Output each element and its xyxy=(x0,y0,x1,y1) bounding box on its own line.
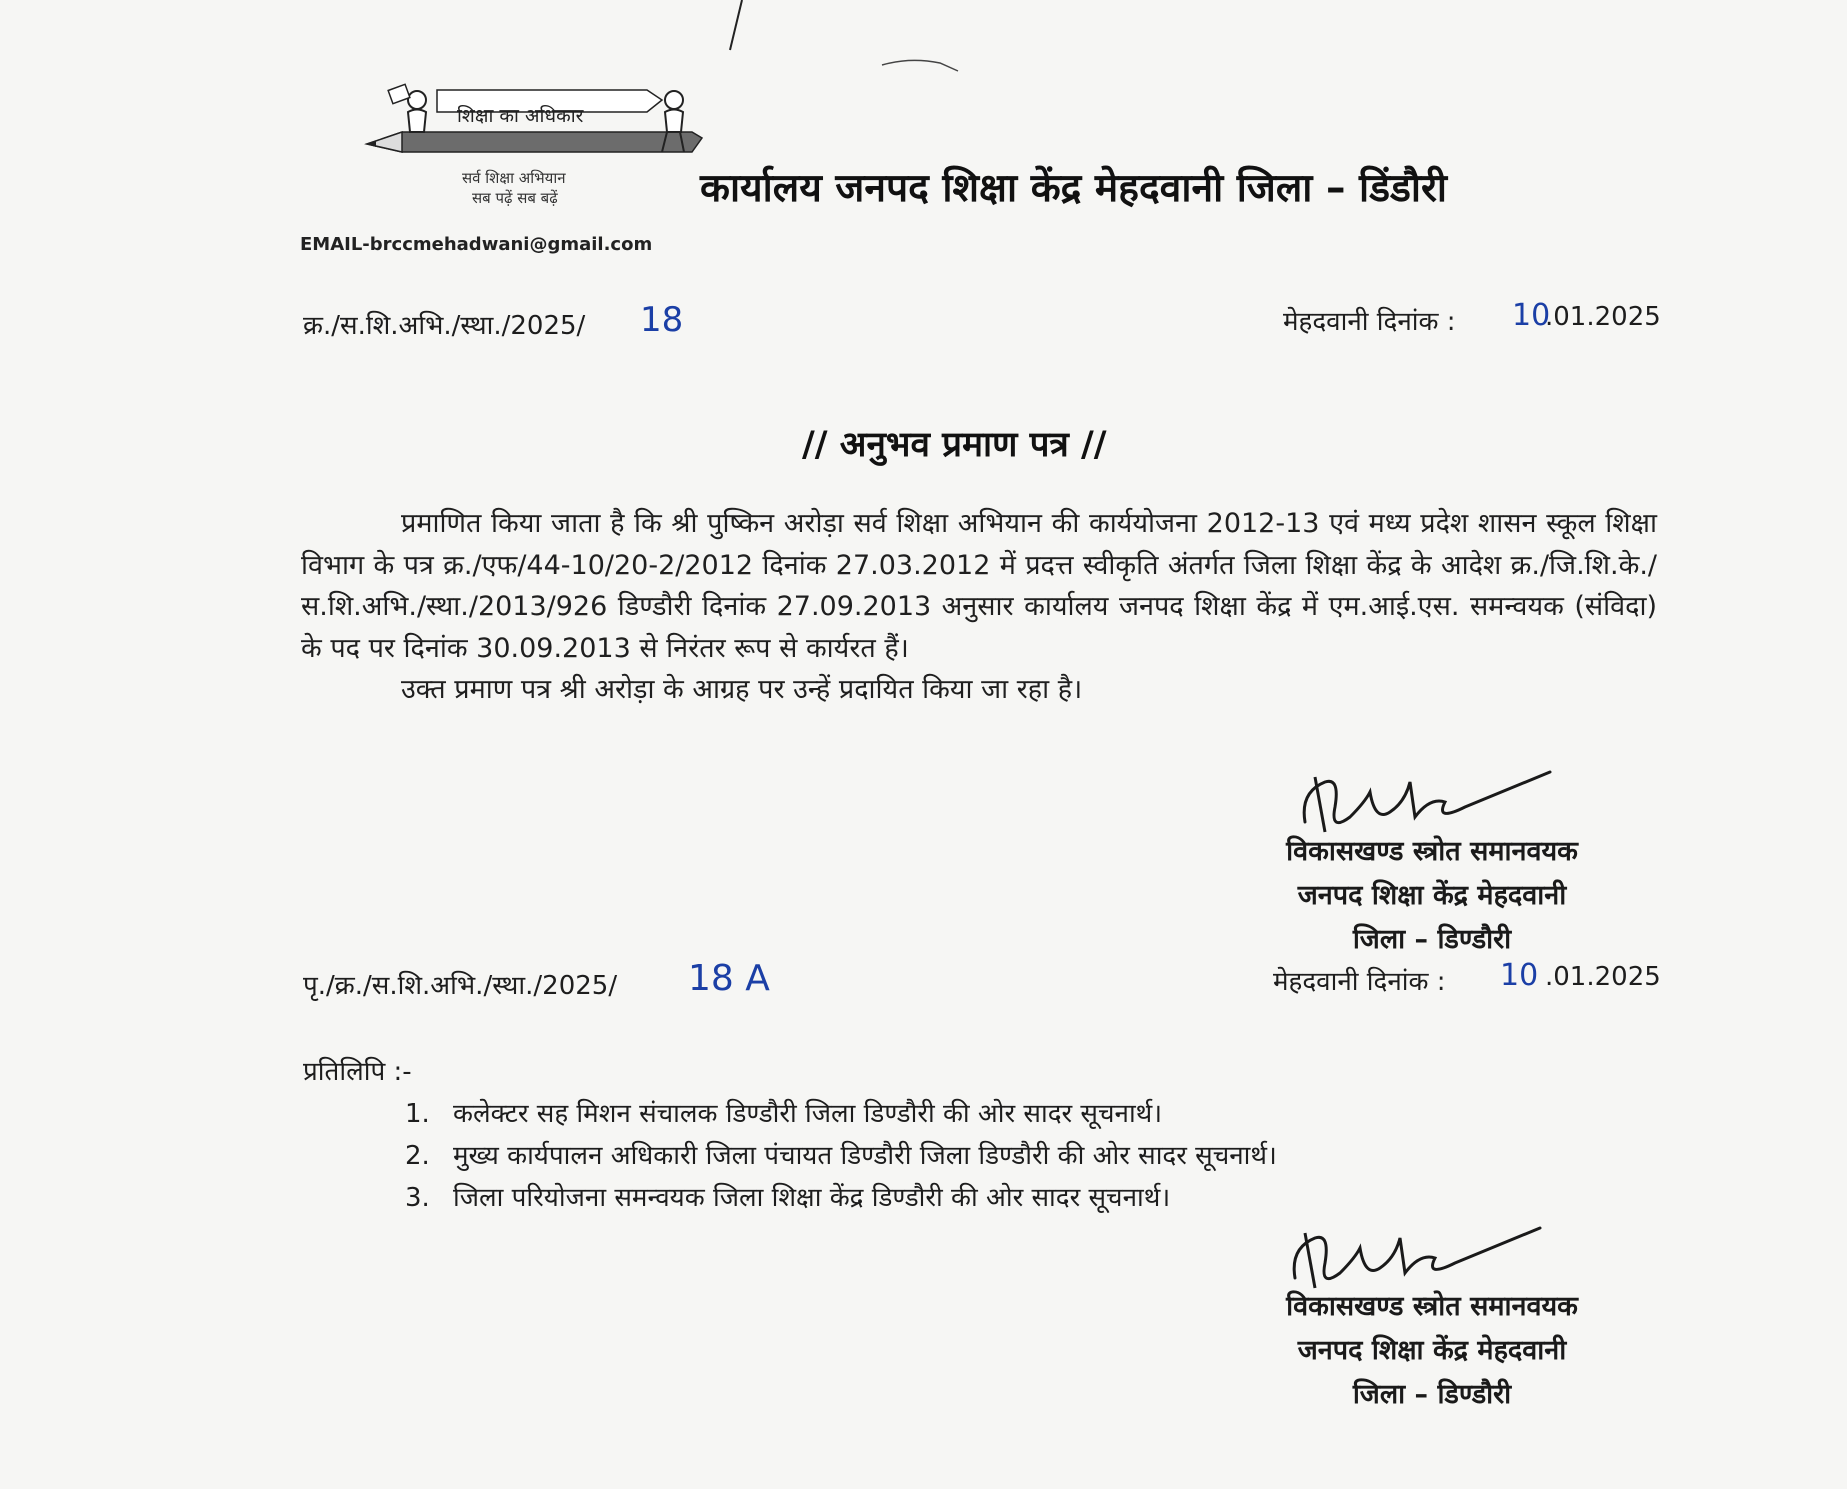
body-paragraph: प्रमाणित किया जाता है कि श्री पुष्किन अरोड़ा सर्व शिक्षा अभियान की कार्ययोजना 2012-13 एवं मध्य प्रदेश शासन स्कूल शिक्षा विभाग के पत्र क्र./एफ/44-10/20-2/2012 दिनांक 27.03.2012 में प्रदत्त स्वीकृति अंतर्गत जिला शिक्षा केंद्र के आदेश क्र./जि.शि.के./स.शि.अभि./स्था./2013/926 डिण्डौरी दिनांक 27.09.2013 अनुसार कार्यालय जनपद शिक्षा केंद्र में एम.आई.एस. समन्वयक (संविदा) के पद पर दिनांक 30.09.2013 से निरंतर रूप से कार्यरत हैं। xyxy=(301,508,1657,664)
endorsement-number-handwritten: 18 A xyxy=(688,958,770,999)
endorsement-date-month-year: .01.2025 xyxy=(1545,962,1661,992)
signatory-block xyxy=(1172,1285,1692,1417)
scan-mark xyxy=(880,55,960,77)
endorsement-date-label: मेहदवानी दिनांक : xyxy=(1273,967,1446,997)
body-paragraph: उक्त प्रमाण पत्र श्री अरोड़ा के आग्रह पर उन्हें प्रदायित किया जा रहा है। xyxy=(401,674,1083,705)
certificate-body xyxy=(301,503,1657,711)
copies-list xyxy=(405,1093,1277,1219)
date-month-year: .01.2025 xyxy=(1545,302,1661,332)
copies-label: प्रतिलिपि :- xyxy=(303,1057,412,1087)
reference-number-handwritten: 18 xyxy=(640,300,684,340)
date-day-handwritten: 10 xyxy=(1512,298,1551,333)
signatory-block xyxy=(1172,830,1692,962)
date-label: मेहदवानी दिनांक : xyxy=(1283,307,1456,337)
reference-number-label: क्र./स.शि.अभि./स्था./2025/ xyxy=(303,311,586,341)
signatory-district: जिला – डिण्डौरी xyxy=(1352,924,1512,955)
signatory-designation: विकासखण्ड स्त्रोत समानवयक xyxy=(1286,836,1578,867)
endorsement-number-label: पृ./क्र./स.शि.अभि./स्था./2025/ xyxy=(303,971,618,1001)
logo-title: शिक्षा का अधिकार xyxy=(457,105,584,127)
logo-subtitle: सर्व शिक्षा अभियान xyxy=(462,169,566,187)
logo-tagline: सब पढ़ें सब बढ़ें xyxy=(472,189,558,207)
signatory-office: जनपद शिक्षा केंद्र मेहदवानी xyxy=(1297,1335,1567,1366)
document-title: // अनुभव प्रमाण पत्र // xyxy=(802,425,1107,465)
list-item: 2. मुख्य कार्यपालन अधिकारी जिला पंचायत डिण्डौरी जिला डिण्डौरी की ओर सादर सूचनार्थ। xyxy=(405,1141,1277,1171)
list-item: 3. जिला परियोजना समन्वयक जिला शिक्षा केंद्र डिण्डौरी की ओर सादर सूचनार्थ। xyxy=(405,1183,1171,1213)
signatory-designation: विकासखण्ड स्त्रोत समानवयक xyxy=(1286,1291,1578,1322)
signatory-office: जनपद शिक्षा केंद्र मेहदवानी xyxy=(1297,880,1567,911)
sarva-shiksha-abhiyan-logo xyxy=(362,82,707,212)
signatory-district: जिला – डिण्डौरी xyxy=(1352,1379,1512,1410)
office-title: कार्यालय जनपद शिक्षा केंद्र मेहदवानी जिला – डिंडौरी xyxy=(700,166,1448,211)
endorsement-date-day-handwritten: 10 xyxy=(1500,958,1539,993)
email-address: EMAIL-brccmehadwani@gmail.com xyxy=(300,234,653,255)
scan-mark xyxy=(720,0,750,55)
list-item: 1. कलेक्टर सह मिशन संचालक डिण्डौरी जिला डिण्डौरी की ओर सादर सूचनार्थ। xyxy=(405,1099,1163,1129)
